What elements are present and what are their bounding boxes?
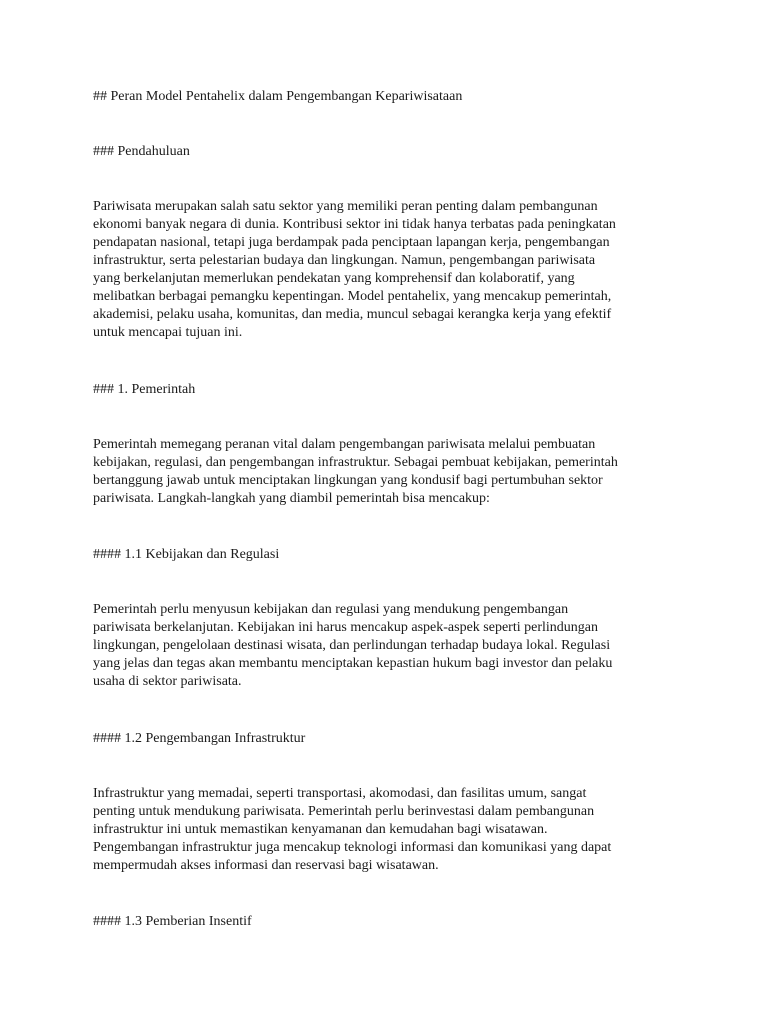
paragraph-pengembangan-infrastruktur [93,785,611,875]
heading-pendahuluan: ### Pendahuluan [93,144,190,159]
paragraph-line: kebijakan, regulasi, dan pengembangan infrastruktur. Sebagai pembuat kebijakan, pemerintah [93,455,618,470]
paragraph-line: yang berkelanjutan memerlukan pendekatan yang komprehensif dan kolaboratif, yang [93,271,575,286]
paragraph-pendahuluan [93,198,616,342]
paragraph-line: pendapatan nasional, tetapi juga berdampak pada penciptaan lapangan kerja, pengembangan [93,235,610,250]
paragraph-line: usaha di sektor pariwisata. [93,674,242,689]
paragraph-line: pariwisata berkelanjutan. Kebijakan ini harus mencakup aspek-aspek seperti perlindungan [93,620,598,635]
paragraph-line: Pemerintah perlu menyusun kebijakan dan regulasi yang mendukung pengembangan [93,602,569,617]
paragraph-line: mempermudah akses informasi dan reservasi bagi wisatawan. [93,858,439,873]
paragraph-line: Pariwisata merupakan salah satu sektor yang memiliki peran penting dalam pembangunan [93,199,598,214]
paragraph-line: infrastruktur, serta pelestarian budaya dan lingkungan. Namun, pengembangan pariwisata [93,253,596,268]
document-title: ## Peran Model Pentahelix dalam Pengembangan Kepariwisataan [93,89,463,104]
paragraph-line: penting untuk mendukung pariwisata. Pemerintah perlu berinvestasi dalam pembangunan [93,804,595,819]
paragraph-line: ekonomi banyak negara di dunia. Kontribusi sektor ini tidak hanya terbatas pada peningkatan [93,217,616,232]
paragraph-line: lingkungan, pengelolaan destinasi wisata, dan perlindungan terhadap budaya lokal. Regulasi [93,638,611,653]
heading-pemerintah: ### 1. Pemerintah [93,382,196,397]
paragraph-line: infrastruktur ini untuk memastikan kenyamanan dan kemudahan bagi wisatawan. [93,822,548,837]
paragraph-kebijakan-regulasi [93,601,612,691]
paragraph-line: pariwisata. Langkah-langkah yang diambil pemerintah bisa mencakup: [93,491,490,506]
paragraph-line: untuk mencapai tujuan ini. [93,325,243,340]
paragraph-line: akademisi, pelaku usaha, komunitas, dan media, muncul sebagai kerangka kerja yang efektif [93,307,612,322]
paragraph-line: yang jelas dan tegas akan membantu menciptakan kepastian hukum bagi investor dan pelaku [93,656,613,671]
paragraph-line: bertanggung jawab untuk menciptakan lingkungan yang kondusif bagi pertumbuhan sektor [93,473,603,488]
paragraph-line: Pemerintah memegang peranan vital dalam pengembangan pariwisata melalui pembuatan [93,437,596,452]
heading-kebijakan-regulasi: #### 1.1 Kebijakan dan Regulasi [93,547,280,562]
paragraph-line: Pengembangan infrastruktur juga mencakup teknologi informasi dan komunikasi yang dapat [93,840,612,855]
paragraph-pemerintah [93,436,618,508]
heading-pemberian-insentif: #### 1.3 Pemberian Insentif [93,914,252,929]
heading-pengembangan-infrastruktur: #### 1.2 Pengembangan Infrastruktur [93,731,306,746]
paragraph-line: Infrastruktur yang memadai, seperti transportasi, akomodasi, dan fasilitas umum, sangat [93,786,587,801]
paragraph-line: melibatkan berbagai pemangku kepentingan. Model pentahelix, yang mencakup pemerintah, [93,289,612,304]
